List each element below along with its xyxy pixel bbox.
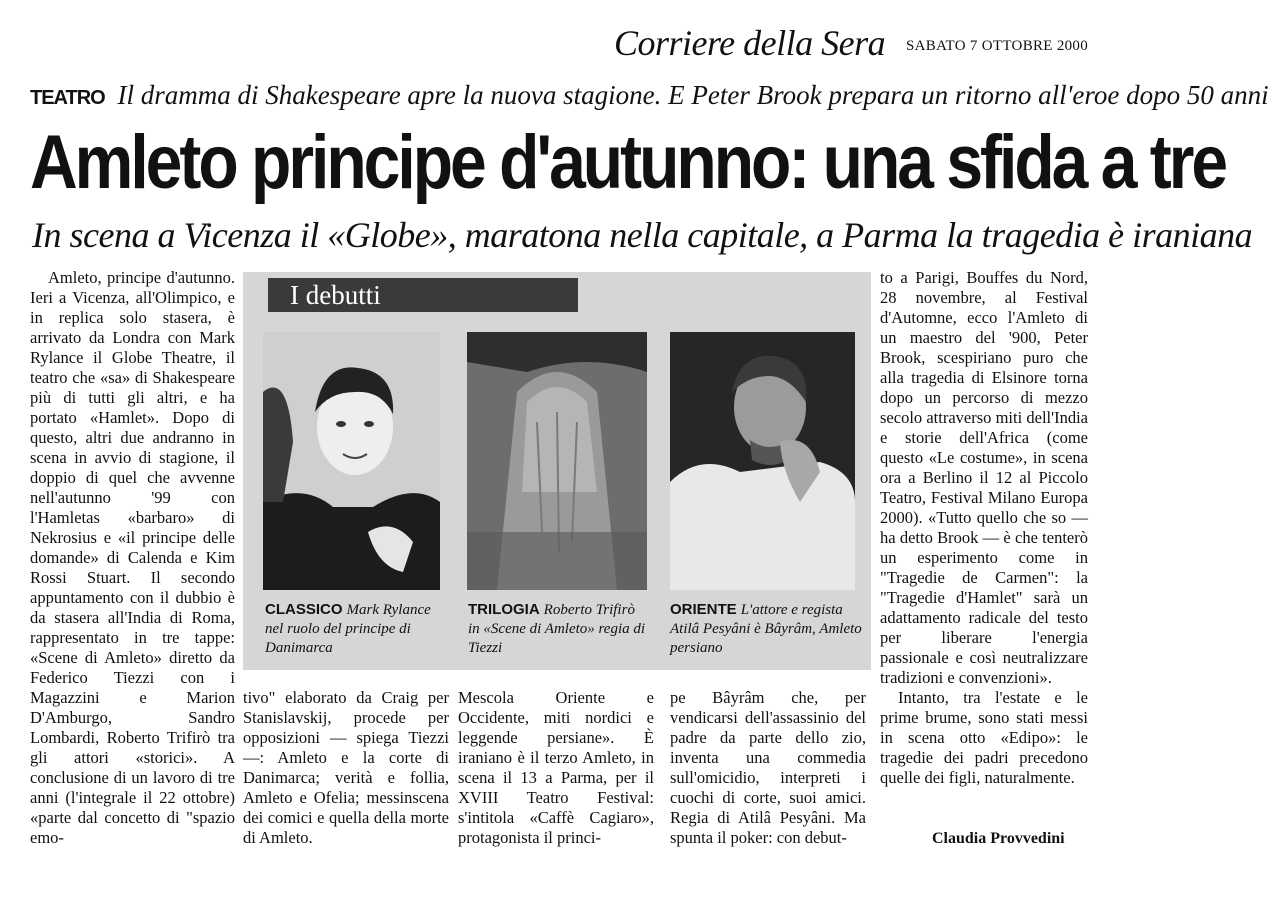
masthead: Corriere della Sera: [614, 23, 886, 63]
article-column-4: [670, 688, 866, 848]
caption-1-text: Mark Rylance nel ruolo del principe di Danimarca: [265, 602, 431, 656]
column-5-paragraph-2: Intanto, tra l'estate e le prime brume, sono stati messi in scena otto «Edipo»: le tragedie dei padri precedono quelle dei figli, naturalmente.: [880, 688, 1088, 787]
column-2-text: tivo" elaborato da Craig per Stanislavskij, procede per opposizioni — spiega Tiezzi —: Amleto e la corte di Danimarca; verità e follia, Amleto e Ofelia; messinscena dei comici e quella della morte di Amleto.: [243, 688, 449, 847]
photo-trifiro: [467, 332, 647, 590]
section-tag: TEATRO: [30, 87, 105, 109]
portrait-image: [263, 332, 440, 590]
article-column-2: [243, 688, 449, 848]
caption-3: [670, 600, 866, 658]
caption-2: [468, 600, 648, 658]
headline: Amleto principe d'autunno: una sfida a tre: [30, 119, 1226, 205]
caption-3-text: L'attore e regista Atilâ Pesyâni è Bâyrâm, Amleto persiano: [670, 602, 862, 656]
article-column-3: [458, 688, 654, 848]
caption-1: [265, 600, 445, 658]
caption-2-tag: TRILOGIA: [468, 601, 540, 618]
actor-image: [670, 332, 855, 590]
kicker-deck: Il dramma di Shakespeare apre la nuova stagione. E Peter Brook prepara un ritorno all'eroe dopo 50 anni: [117, 80, 1269, 110]
veiled-figure-image: [467, 332, 647, 590]
caption-1-tag: CLASSICO: [265, 601, 343, 618]
photo-pesyani: [670, 332, 855, 590]
article-column-1: [30, 268, 235, 848]
subheadline: In scena a Vicenza il «Globe», maratona nella capitale, a Parma la tragedia è iraniana: [32, 215, 1253, 255]
issue-date: SABATO 7 OTTOBRE 2000: [906, 38, 1089, 54]
column-5-paragraph-1: to a Parigi, Bouffes du Nord, 28 novembre, al Festival d'Automne, ecco l'Amleto di un maestro del '900, Peter Brook, scespiriano puro che alla tragedia di Elsinore torna dopo un percorso di mezzo secolo attraverso miti dell'India e storie dell'Africa (come questo «Le costume», in scena ora a Berlino il 12 al Piccolo Teatro, Festival Milano Europa 2000). «Tutto quello che so — ha detto Brook — è che tenterò un esperimento come in "Tragedie de Carmen": la "Tragedie d'Hamlet" sarà un adattamento radicale del testo per liberare l'energia passionale e così neutralizzare tradizioni e convenzioni».: [880, 268, 1088, 687]
caption-3-tag: ORIENTE: [670, 601, 737, 618]
column-1-text: Amleto, principe d'autunno. Ieri a Vicenza, all'Olimpico, e in replica solo stasera, è arrivato da Londra con Mark Rylance il Globe Theatre, il teatro che «sa» di Shakespeare più di tutti gli altri, e ha portato «Hamlet». Dopo di questo, altri due andranno in scena in avvio di stagione, il doppio di quel che avvenne nell'autunno '99 con l'Hamletas «barbaro» di Nekrosius e «il principe delle domande» di Calenda e Kim Rossi Stuart. Il secondo appuntamento con il dubbio è da stasera all'India di Roma, rappresentato in tre tappe: «Scene di Amleto» diretto da Federico Tiezzi con i Magazzini e Marion D'Amburgo, Sandro Lombardi, Roberto Trifirò tra gli attori «storici». A conclusione di un lavoro di tre anni (l'integrale il 22 ottobre) «parte dal concetto di "spazio emo-: [30, 268, 235, 847]
photo-rylance: [263, 332, 440, 590]
column-4-text: pe Bâyrâm che, per vendicarsi dell'assassinio del padre da parte dello zio, inventa una commedia sull'omicidio, interpreti i cuochi di corte, suoi amici. Regia di Atilâ Pesyâni. Ma spunta il poker: con debut-: [670, 688, 866, 847]
column-3-text: Mescola Oriente e Occidente, miti nordici e leggende persiane». È iraniano è il terzo Amleto, in scena il 13 a Parma, per il XVIII Teatro Festival: s'intitola «Caffè Cagiaro», protagonista il princi-: [458, 688, 654, 847]
kicker: [30, 80, 1269, 111]
article-column-5: [880, 268, 1088, 788]
caption-2-text: Roberto Trifirò in «Scene di Amleto» regia di Tiezzi: [468, 602, 646, 656]
photo-box-title: I debutti: [268, 278, 578, 312]
author-signature: Claudia Provvedini: [932, 830, 1065, 847]
